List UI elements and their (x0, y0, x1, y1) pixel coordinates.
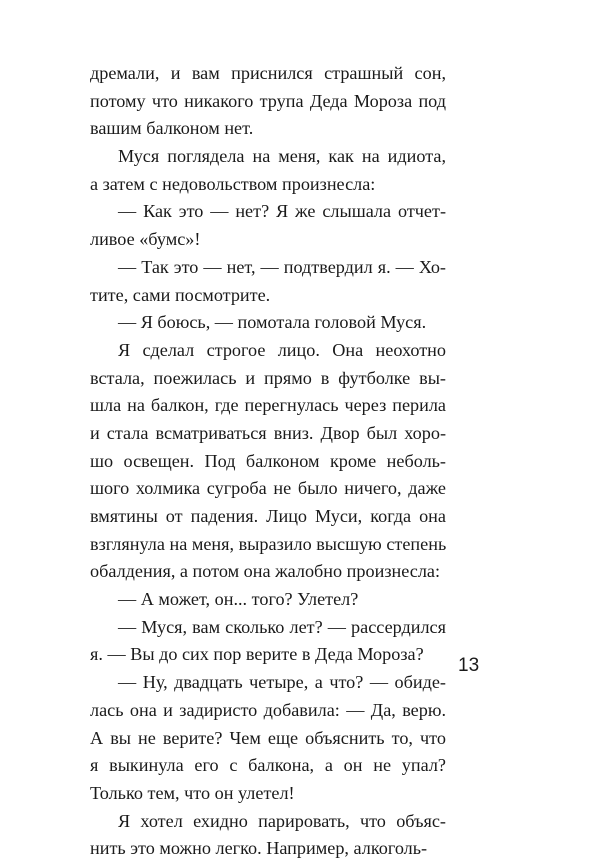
paragraph (90, 337, 446, 586)
paragraph (90, 60, 446, 143)
text-line: я. — Вы до сих пор верите в Деда Мороза? (90, 644, 424, 665)
text-line: нить это можно легко. Например, алкоголь- (90, 838, 428, 859)
text-line: Только тем, что он улетел! (90, 782, 295, 803)
text-line: Я хотел ехидно парировать, что объяс- (118, 810, 446, 831)
text-line: вашим балконом нет. (90, 118, 254, 139)
text-line: дремали, и вам приснился страшный сон, (90, 63, 446, 83)
paragraph (90, 586, 446, 614)
text-line: шого холмика сугроба не было ничего, даже (90, 478, 446, 499)
text-line: шо освещен. Под балконом кроме неболь- (90, 450, 446, 471)
text-line: встала, поежилась и прямо в футболке вы- (90, 367, 446, 388)
text-line: потому что никакого трупа Деда Мороза под (90, 90, 446, 111)
text-line: лась она и задиристо добавила: — Да, верю. (90, 699, 446, 720)
text-line: и стала всматриваться вниз. Двор был хоро- (90, 422, 446, 443)
paragraph (90, 254, 446, 309)
text-line: — Ну, двадцать четыре, а что? — обиде- (118, 672, 446, 693)
paragraph (90, 614, 446, 669)
paragraph (90, 669, 446, 807)
paragraph (90, 198, 446, 253)
text-line: — Я боюсь, — помотала головой Муся. (118, 312, 427, 333)
text-line: Муся поглядела на меня, как на идиота, (118, 146, 446, 167)
paragraph (90, 143, 446, 198)
text-line: обалдения, а потом она жалобно произнесла: (90, 561, 441, 582)
text-line: Я сделал строгое лицо. Она неохотно (118, 339, 446, 360)
text-line: — А может, он... того? Улетел? (118, 589, 359, 610)
text-line: — Как это — нет? Я же слышала отчет- (118, 201, 446, 222)
body-text (90, 60, 446, 863)
text-line: а затем с недовольством произнесла: (90, 173, 376, 194)
text-line: вмятины от падения. Лицо Муси, когда она (90, 506, 446, 526)
text-line: шла на балкон, где перегнулась через перила (90, 395, 446, 416)
text-line: я выкинула его с балкона, а он не упал? (90, 755, 446, 776)
page-number: 13 (458, 655, 480, 676)
text-line: взглянула на меня, выразило высшую степень (90, 533, 447, 554)
text-line: А вы не верите? Чем еще объяснить то, что (90, 727, 446, 748)
text-line: — Так это — нет, — подтвердил я. — Хо- (118, 256, 446, 277)
text-line: ливое «бумс»! (90, 229, 201, 250)
text-line: — Муся, вам сколько лет? — рассердился (118, 616, 446, 637)
paragraph (90, 808, 446, 863)
paragraph (90, 309, 446, 337)
text-line: тите, сами посмотрите. (90, 284, 271, 305)
